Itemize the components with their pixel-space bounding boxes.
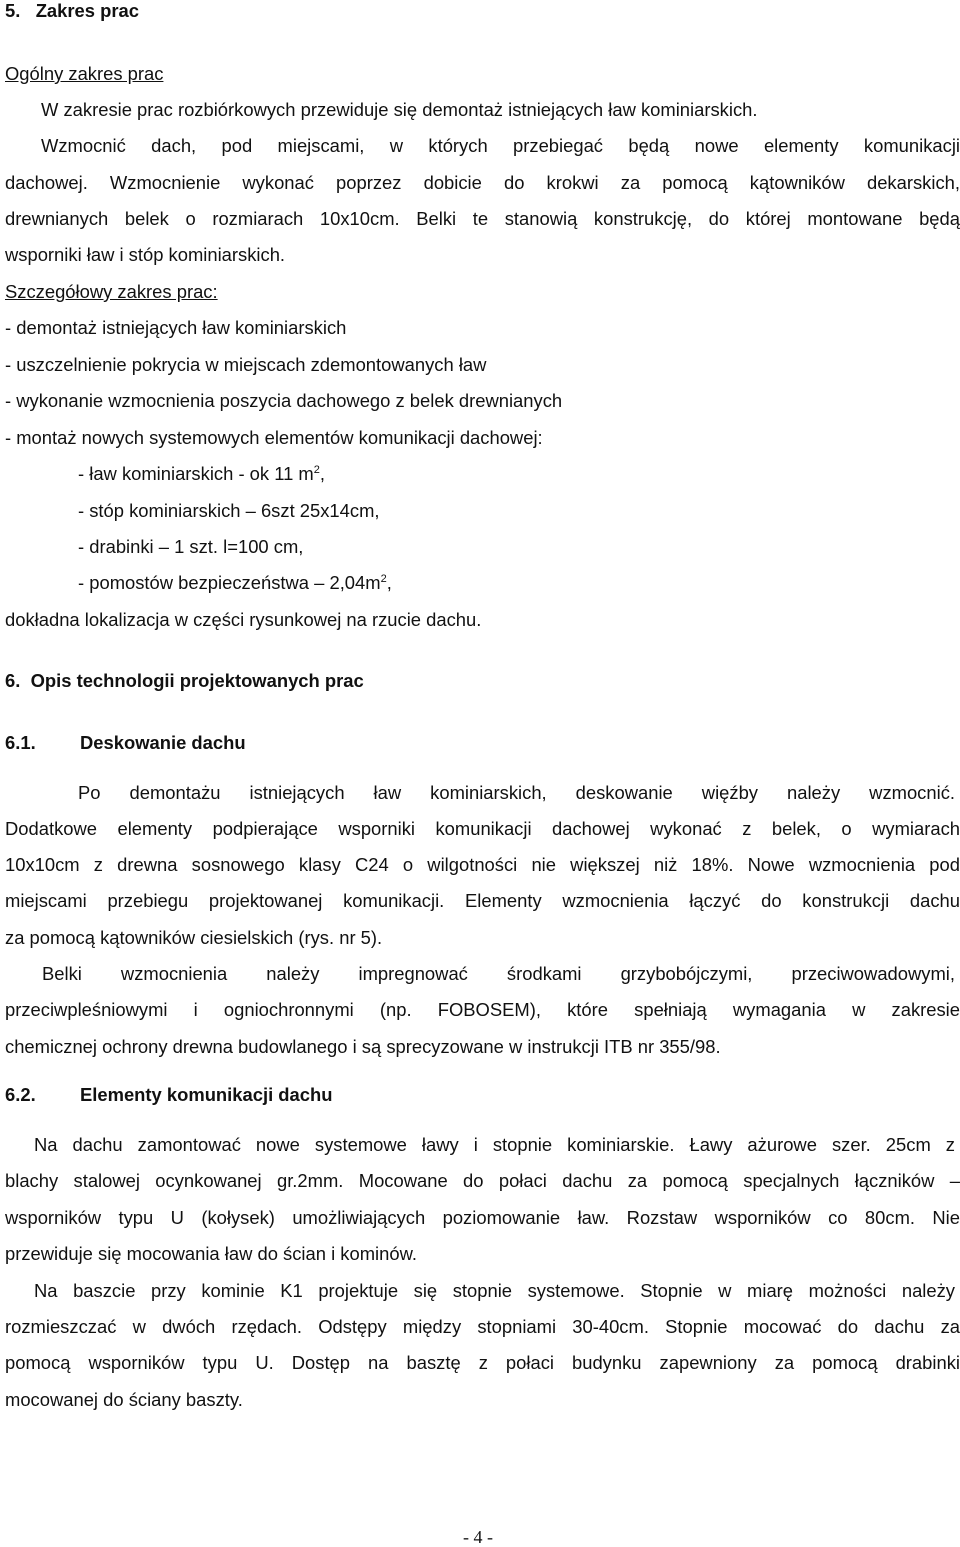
paragraph-line: Po demontażu istniejących ław kominiarskich, deskowanie więźby należy wzmocnić.	[78, 782, 955, 803]
paragraph-line: dachowej. Wzmocnienie wykonać poprzez dobicie do krokwi za pomocą kątowników dekarskich,	[5, 172, 960, 193]
list-item: - demontaż istniejących ław kominiarskich	[5, 317, 347, 338]
section-number: 5.	[5, 0, 21, 21]
sub-list-text: - ław kominiarskich - ok 11 m	[78, 463, 314, 484]
paragraph-line: przeciwpleśniowymi i ogniochronnymi (np. FOBOSEM), które spełniają wymagania w zakresie	[5, 999, 960, 1020]
paragraph-line: wsporniki ław i stóp kominiarskich.	[5, 244, 286, 265]
detailed-scope-heading: Szczegółowy zakres prac:	[5, 281, 218, 302]
section-number: 6.	[5, 670, 21, 691]
paragraph-line: 10x10cm z drewna sosnowego klasy C24 o wilgotności nie większej niż 18%. Nowe wzmocnienia pod	[5, 854, 960, 875]
subsection-number: 6.1.	[5, 732, 36, 753]
paragraph-line: mocowanej do ściany baszty.	[5, 1389, 243, 1410]
list-item: - montaż nowych systemowych elementów komunikacji dachowej:	[5, 427, 543, 448]
list-item: - uszczelnienie pokrycia w miejscach zdemontowanych ław	[5, 354, 487, 375]
section-6-heading	[5, 670, 364, 692]
paragraph-line: miejscami przebiegu projektowanej komunikacji. Elementy wzmocnienia łączyć do konstrukcji dachu	[5, 890, 960, 911]
superscript: 2	[380, 573, 387, 585]
sub-list-tail: ,	[319, 463, 325, 484]
paragraph-line: drewnianych belek o rozmiarach 10x10cm. Belki te stanowią konstrukcję, do której montowane będą	[5, 208, 960, 229]
sub-list-text: - pomostów bezpieczeństwa – 2,04m	[78, 572, 381, 593]
sub-list-item: - drabinki – 1 szt. l=100 cm,	[78, 536, 304, 557]
paragraph-line: przewiduje się mocowania ław do ścian i kominów.	[5, 1243, 417, 1264]
superscript: 2	[313, 464, 320, 476]
location-note: dokładna lokalizacja w części rysunkowej na rzucie dachu.	[5, 609, 482, 630]
subsection-number: 6.2.	[5, 1084, 36, 1105]
section-5-heading	[5, 0, 139, 22]
paragraph-line: W zakresie prac rozbiórkowych przewiduje się demontaż istniejących ław kominiarskich.	[41, 99, 758, 120]
general-scope-heading: Ogólny zakres prac	[5, 63, 164, 84]
paragraph-line: pomocą wsporników typu U. Dostęp na basztę z połaci budynku zapewniony za pomocą drabinki	[5, 1352, 960, 1373]
paragraph-line: chemicznej ochrony drewna budowlanego i są sprecyzowane w instrukcji ITB nr 355/98.	[5, 1036, 721, 1057]
sub-list-tail: ,	[386, 572, 392, 593]
paragraph-line: Belki wzmocnienia należy impregnować środkami grzybobójczymi, przeciwowadowymi,	[42, 963, 955, 984]
section-title: Opis technologii projektowanych prac	[30, 670, 364, 691]
paragraph-line: Dodatkowe elementy podpierające wsporniki komunikacji dachowej wykonać z belek, o wymiarach	[5, 818, 960, 839]
paragraph-line: rozmieszczać w dwóch rzędach. Odstępy między stopniami 30-40cm. Stopnie mocować do dachu za	[5, 1316, 960, 1337]
paragraph-line: Wzmocnić dach, pod miejscami, w których przebiegać będą nowe elementy komunikacji	[41, 135, 960, 156]
list-item: - wykonanie wzmocnienia poszycia dachowego z belek drewnianych	[5, 390, 563, 411]
section-title: Zakres prac	[35, 0, 139, 21]
paragraph-line: blachy stalowej ocynkowanej gr.2mm. Mocowane do połaci dachu za pomocą specjalnych łączników –	[5, 1170, 960, 1191]
subsection-title: Deskowanie dachu	[80, 732, 246, 753]
subsection-title: Elementy komunikacji dachu	[80, 1084, 333, 1105]
sub-list-item	[78, 572, 392, 594]
paragraph-line: Na baszcie przy kominie K1 projektuje się stopnie systemowe. Stopnie w miarę możności należy	[34, 1280, 955, 1301]
paragraph-line: Na dachu zamontować nowe systemowe ławy i stopnie kominiarskie. Ławy ażurowe szer. 25cm z	[34, 1134, 955, 1155]
page-number: - 4 -	[463, 1527, 493, 1547]
sub-list-item	[78, 463, 325, 485]
paragraph-line: wsporników typu U (kołysek) umożliwiających poziomowanie ław. Rozstaw wsporników co 80cm. Nie	[5, 1207, 960, 1228]
sub-list-item: - stóp kominiarskich – 6szt 25x14cm,	[78, 500, 380, 521]
paragraph-line: za pomocą kątowników ciesielskich (rys. nr 5).	[5, 927, 383, 948]
